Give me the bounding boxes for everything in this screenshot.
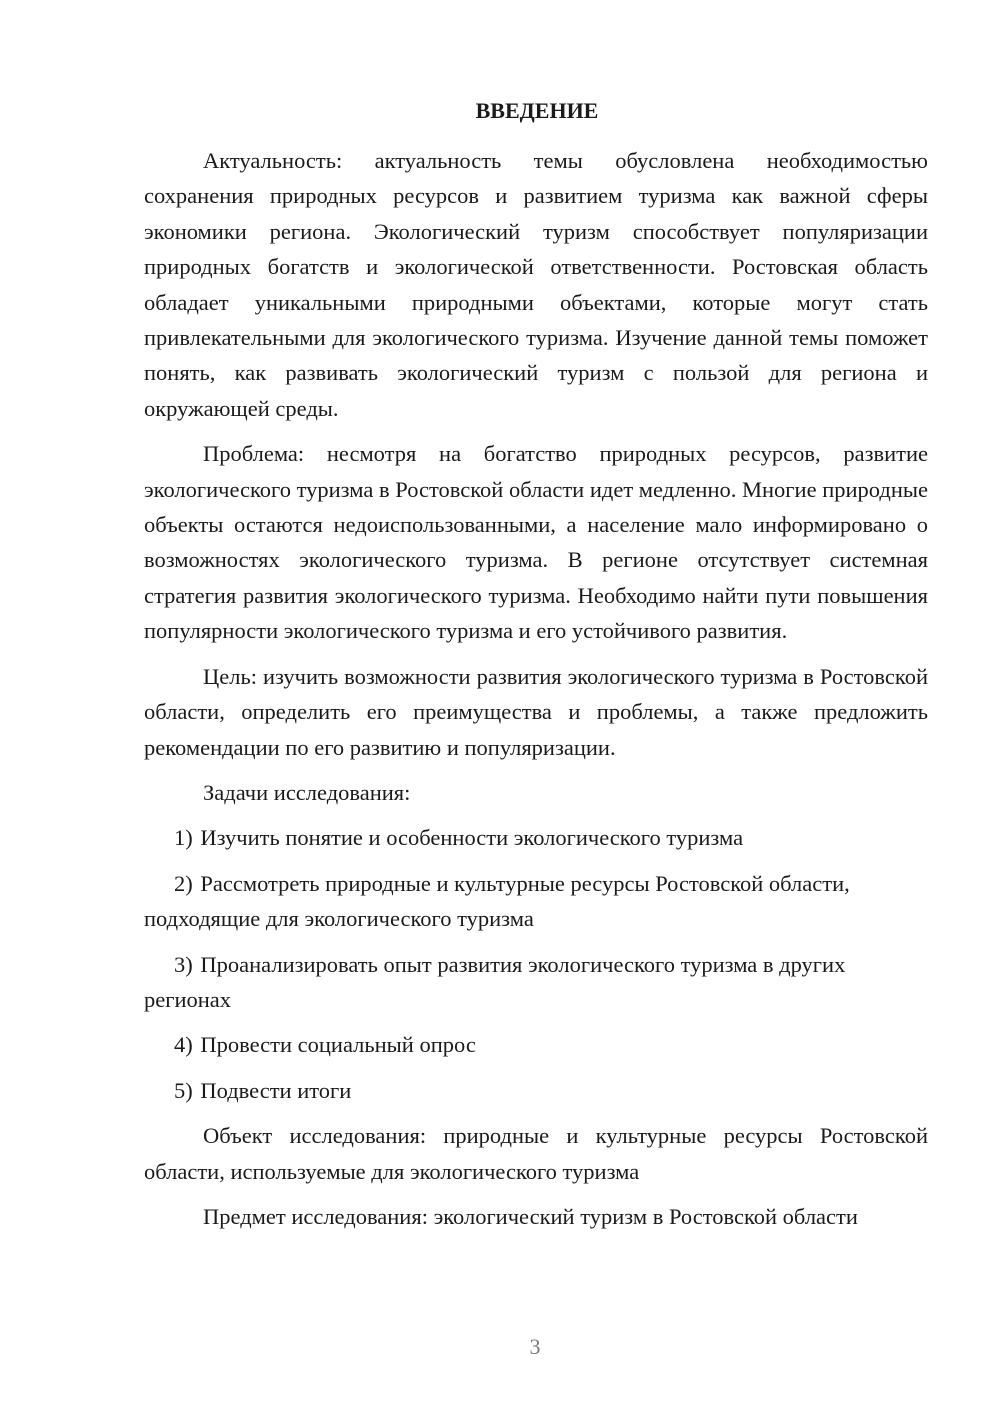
goal-paragraph: Цель: изучить возможности развития экологического туризма в Ростовской области, определить его преимущества и проблемы, а также предложить рекомендации по его развитию и популяризации. bbox=[144, 663, 928, 760]
task-number: 5) bbox=[174, 1077, 193, 1103]
task-number: 4) bbox=[174, 1032, 193, 1058]
subject-paragraph: Предмет исследования: экологический туризм в Ростовской области bbox=[203, 1203, 858, 1229]
task-number: 1) bbox=[174, 825, 193, 851]
tasks-title: Задачи исследования: bbox=[203, 779, 411, 805]
page-number: 3 bbox=[529, 1334, 541, 1359]
task-item bbox=[144, 1027, 928, 1062]
task-item bbox=[144, 947, 928, 1018]
page-content bbox=[144, 96, 928, 1244]
relevance-paragraph: Актуальность: актуальность темы обусловлена необходимостью сохранения природных ресурсов и развитием туризма как важной сферы экономики региона. Экологический туризм способствует популяризации природных богатств и экологической ответственности. Ростовская область обладает уникальными природными объектами, которые могут стать привлекательными для экологического туризма. Изучение данной темы поможет понять, как развивать экологический туризм с пользой для региона и окружающей среды. bbox=[144, 148, 928, 421]
task-number: 3) bbox=[174, 951, 193, 977]
task-text: Провести социальный опрос bbox=[200, 1032, 476, 1058]
task-text: Подвести итоги bbox=[200, 1077, 352, 1103]
task-text: Рассмотреть природные и культурные ресурсы Ростовской области, подходящие для экологического туризма bbox=[144, 870, 850, 932]
object-paragraph: Объект исследования: природные и культурные ресурсы Ростовской области, используемые для экологического туризма bbox=[144, 1123, 928, 1184]
task-text: Проанализировать опыт развития экологического туризма в других регионах bbox=[144, 951, 846, 1012]
task-number: 2) bbox=[174, 870, 193, 896]
section-heading: ВВЕДЕНИЕ bbox=[475, 98, 599, 123]
task-text: Изучить понятие и особенности экологического туризма bbox=[200, 825, 744, 851]
task-item bbox=[144, 866, 928, 937]
task-item bbox=[144, 820, 928, 855]
task-item bbox=[144, 1073, 928, 1108]
problem-paragraph: Проблема: несмотря на богатство природных ресурсов, развитие экологического туризма в Ростовской области идет медленно. Многие природные объекты остаются недоиспользованными, а население мало информировано о возможностях экологического туризма. В регионе отсутствует системная стратегия развития экологического туризма. Необходимо найти пути повышения популярности экологического туризма и его устойчивого развития. bbox=[144, 441, 928, 644]
